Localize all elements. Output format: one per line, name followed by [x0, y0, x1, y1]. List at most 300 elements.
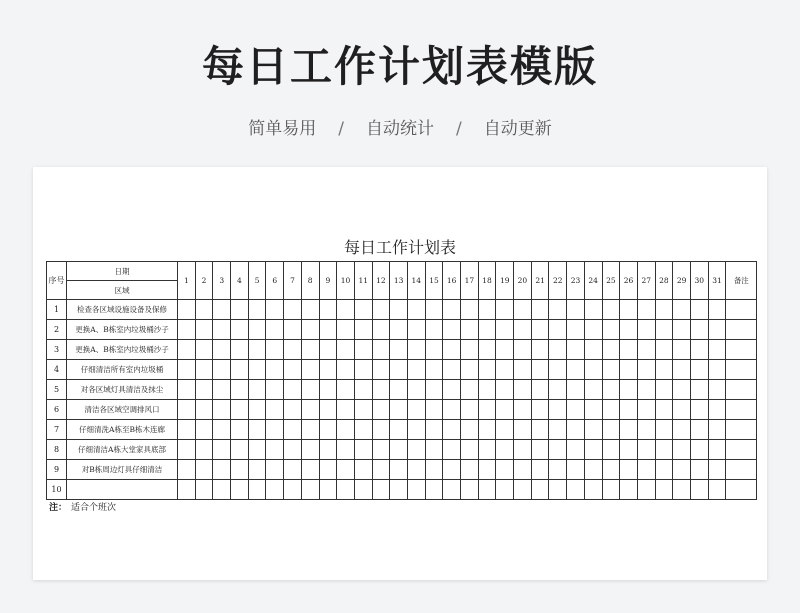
day-cell[interactable]	[602, 400, 620, 420]
day-cell[interactable]	[461, 420, 479, 440]
day-cell[interactable]	[195, 380, 213, 400]
day-cell[interactable]	[372, 340, 390, 360]
day-cell[interactable]	[390, 420, 408, 440]
day-cell[interactable]	[708, 420, 726, 440]
remark-cell[interactable]	[726, 400, 757, 420]
day-cell[interactable]	[443, 360, 461, 380]
day-cell[interactable]	[425, 420, 443, 440]
task-cell[interactable]: 仔细清洁所有室内垃圾桶	[67, 360, 178, 380]
day-cell[interactable]	[425, 400, 443, 420]
day-cell[interactable]	[195, 440, 213, 460]
day-cell[interactable]	[514, 360, 532, 380]
task-cell[interactable]: 检查各区域设施设备及保修	[67, 300, 178, 320]
day-cell[interactable]	[337, 320, 355, 340]
day-cell[interactable]	[567, 300, 585, 320]
day-cell[interactable]	[514, 380, 532, 400]
seq-header[interactable]: 序号	[47, 262, 67, 300]
day-cell[interactable]	[531, 480, 549, 500]
day-cell[interactable]	[478, 380, 496, 400]
day-cell[interactable]	[567, 380, 585, 400]
day-cell[interactable]	[266, 440, 284, 460]
row-number[interactable]: 1	[47, 300, 67, 320]
day-cell[interactable]	[673, 300, 691, 320]
day-cell[interactable]	[690, 400, 708, 420]
date-header[interactable]: 日期	[67, 262, 178, 281]
remark-cell[interactable]	[726, 480, 757, 500]
day-header[interactable]: 9	[319, 262, 337, 300]
day-cell[interactable]	[372, 420, 390, 440]
day-cell[interactable]	[602, 300, 620, 320]
day-cell[interactable]	[425, 480, 443, 500]
day-cell[interactable]	[301, 320, 319, 340]
day-cell[interactable]	[301, 300, 319, 320]
day-cell[interactable]	[319, 320, 337, 340]
day-cell[interactable]	[567, 320, 585, 340]
task-cell[interactable]: 清洁各区域空调排风口	[67, 400, 178, 420]
day-cell[interactable]	[584, 480, 602, 500]
day-cell[interactable]	[567, 360, 585, 380]
day-cell[interactable]	[549, 400, 567, 420]
day-cell[interactable]	[284, 320, 302, 340]
day-cell[interactable]	[690, 420, 708, 440]
day-cell[interactable]	[425, 300, 443, 320]
day-cell[interactable]	[407, 300, 425, 320]
day-cell[interactable]	[443, 320, 461, 340]
day-cell[interactable]	[514, 480, 532, 500]
day-cell[interactable]	[673, 480, 691, 500]
day-cell[interactable]	[443, 480, 461, 500]
day-cell[interactable]	[637, 360, 655, 380]
day-cell[interactable]	[231, 360, 249, 380]
day-cell[interactable]	[213, 360, 231, 380]
day-cell[interactable]	[301, 480, 319, 500]
day-cell[interactable]	[655, 300, 673, 320]
day-cell[interactable]	[584, 460, 602, 480]
day-cell[interactable]	[637, 340, 655, 360]
day-cell[interactable]	[390, 380, 408, 400]
day-cell[interactable]	[248, 480, 266, 500]
day-cell[interactable]	[195, 360, 213, 380]
day-cell[interactable]	[549, 360, 567, 380]
day-cell[interactable]	[637, 400, 655, 420]
day-cell[interactable]	[496, 380, 514, 400]
day-cell[interactable]	[319, 340, 337, 360]
day-cell[interactable]	[178, 300, 196, 320]
day-cell[interactable]	[602, 460, 620, 480]
day-cell[interactable]	[284, 480, 302, 500]
day-header[interactable]: 22	[549, 262, 567, 300]
day-cell[interactable]	[284, 400, 302, 420]
day-cell[interactable]	[655, 460, 673, 480]
remark-cell[interactable]	[726, 300, 757, 320]
day-cell[interactable]	[655, 320, 673, 340]
day-cell[interactable]	[178, 420, 196, 440]
day-cell[interactable]	[478, 340, 496, 360]
row-number[interactable]: 10	[47, 480, 67, 500]
day-cell[interactable]	[637, 480, 655, 500]
row-number[interactable]: 6	[47, 400, 67, 420]
day-header[interactable]: 29	[673, 262, 691, 300]
day-cell[interactable]	[620, 440, 638, 460]
day-cell[interactable]	[478, 320, 496, 340]
day-cell[interactable]	[248, 400, 266, 420]
day-cell[interactable]	[443, 420, 461, 440]
day-cell[interactable]	[478, 400, 496, 420]
day-header[interactable]: 1	[178, 262, 196, 300]
day-cell[interactable]	[531, 460, 549, 480]
day-cell[interactable]	[231, 300, 249, 320]
day-cell[interactable]	[266, 340, 284, 360]
remark-header[interactable]: 备注	[726, 262, 757, 300]
day-header[interactable]: 5	[248, 262, 266, 300]
day-cell[interactable]	[407, 420, 425, 440]
day-cell[interactable]	[708, 340, 726, 360]
day-cell[interactable]	[301, 460, 319, 480]
day-cell[interactable]	[337, 460, 355, 480]
day-cell[interactable]	[301, 420, 319, 440]
day-cell[interactable]	[178, 480, 196, 500]
day-cell[interactable]	[284, 440, 302, 460]
day-cell[interactable]	[461, 300, 479, 320]
day-cell[interactable]	[178, 460, 196, 480]
day-cell[interactable]	[531, 340, 549, 360]
day-cell[interactable]	[266, 360, 284, 380]
day-cell[interactable]	[407, 360, 425, 380]
day-cell[interactable]	[514, 420, 532, 440]
day-cell[interactable]	[337, 360, 355, 380]
day-cell[interactable]	[354, 380, 372, 400]
day-cell[interactable]	[461, 360, 479, 380]
day-cell[interactable]	[407, 440, 425, 460]
day-header[interactable]: 31	[708, 262, 726, 300]
day-cell[interactable]	[584, 440, 602, 460]
day-header[interactable]: 17	[461, 262, 479, 300]
day-cell[interactable]	[478, 420, 496, 440]
day-cell[interactable]	[496, 300, 514, 320]
day-cell[interactable]	[213, 340, 231, 360]
day-cell[interactable]	[372, 480, 390, 500]
day-cell[interactable]	[443, 340, 461, 360]
day-cell[interactable]	[354, 400, 372, 420]
day-cell[interactable]	[319, 420, 337, 440]
day-cell[interactable]	[354, 420, 372, 440]
day-cell[interactable]	[655, 380, 673, 400]
day-cell[interactable]	[461, 480, 479, 500]
day-cell[interactable]	[620, 300, 638, 320]
day-cell[interactable]	[673, 460, 691, 480]
day-cell[interactable]	[620, 360, 638, 380]
day-cell[interactable]	[407, 340, 425, 360]
day-cell[interactable]	[407, 480, 425, 500]
day-cell[interactable]	[637, 420, 655, 440]
day-cell[interactable]	[248, 320, 266, 340]
day-cell[interactable]	[372, 460, 390, 480]
remark-cell[interactable]	[726, 360, 757, 380]
day-cell[interactable]	[266, 380, 284, 400]
day-cell[interactable]	[514, 460, 532, 480]
remark-cell[interactable]	[726, 420, 757, 440]
day-cell[interactable]	[354, 460, 372, 480]
row-number[interactable]: 8	[47, 440, 67, 460]
day-cell[interactable]	[195, 420, 213, 440]
day-cell[interactable]	[319, 300, 337, 320]
task-cell[interactable]: 对B栋周边灯具仔细清洁	[67, 460, 178, 480]
day-cell[interactable]	[178, 380, 196, 400]
day-cell[interactable]	[443, 460, 461, 480]
day-cell[interactable]	[584, 320, 602, 340]
day-cell[interactable]	[354, 340, 372, 360]
day-cell[interactable]	[231, 320, 249, 340]
day-cell[interactable]	[390, 400, 408, 420]
day-cell[interactable]	[673, 340, 691, 360]
day-cell[interactable]	[549, 480, 567, 500]
day-header[interactable]: 25	[602, 262, 620, 300]
day-cell[interactable]	[372, 300, 390, 320]
task-cell[interactable]: 仔细清洗A栋至B栋木连廊	[67, 420, 178, 440]
day-cell[interactable]	[266, 480, 284, 500]
day-cell[interactable]	[478, 460, 496, 480]
day-cell[interactable]	[178, 340, 196, 360]
day-cell[interactable]	[178, 400, 196, 420]
day-cell[interactable]	[496, 460, 514, 480]
day-cell[interactable]	[567, 340, 585, 360]
day-cell[interactable]	[301, 360, 319, 380]
day-cell[interactable]	[231, 400, 249, 420]
day-cell[interactable]	[567, 480, 585, 500]
day-cell[interactable]	[531, 320, 549, 340]
row-number[interactable]: 7	[47, 420, 67, 440]
day-cell[interactable]	[337, 480, 355, 500]
day-header[interactable]: 16	[443, 262, 461, 300]
day-cell[interactable]	[602, 420, 620, 440]
day-cell[interactable]	[655, 340, 673, 360]
day-cell[interactable]	[266, 320, 284, 340]
day-cell[interactable]	[319, 440, 337, 460]
day-cell[interactable]	[708, 400, 726, 420]
day-cell[interactable]	[248, 300, 266, 320]
day-cell[interactable]	[407, 400, 425, 420]
day-cell[interactable]	[372, 400, 390, 420]
day-cell[interactable]	[461, 440, 479, 460]
day-cell[interactable]	[708, 300, 726, 320]
day-cell[interactable]	[425, 460, 443, 480]
day-cell[interactable]	[178, 320, 196, 340]
day-cell[interactable]	[425, 380, 443, 400]
day-cell[interactable]	[655, 440, 673, 460]
day-header[interactable]: 30	[690, 262, 708, 300]
day-cell[interactable]	[655, 400, 673, 420]
day-cell[interactable]	[337, 440, 355, 460]
day-cell[interactable]	[443, 300, 461, 320]
day-cell[interactable]	[195, 400, 213, 420]
day-header[interactable]: 26	[620, 262, 638, 300]
day-cell[interactable]	[549, 300, 567, 320]
day-header[interactable]: 3	[213, 262, 231, 300]
day-cell[interactable]	[248, 420, 266, 440]
day-cell[interactable]	[531, 360, 549, 380]
day-cell[interactable]	[284, 380, 302, 400]
day-cell[interactable]	[425, 340, 443, 360]
day-cell[interactable]	[231, 460, 249, 480]
day-header[interactable]: 4	[231, 262, 249, 300]
day-cell[interactable]	[478, 360, 496, 380]
day-cell[interactable]	[655, 480, 673, 500]
day-cell[interactable]	[372, 360, 390, 380]
day-cell[interactable]	[337, 420, 355, 440]
day-cell[interactable]	[567, 460, 585, 480]
day-header[interactable]: 6	[266, 262, 284, 300]
day-cell[interactable]	[461, 340, 479, 360]
day-cell[interactable]	[213, 400, 231, 420]
day-cell[interactable]	[478, 440, 496, 460]
day-header[interactable]: 14	[407, 262, 425, 300]
day-cell[interactable]	[690, 340, 708, 360]
day-cell[interactable]	[673, 400, 691, 420]
day-cell[interactable]	[655, 360, 673, 380]
day-cell[interactable]	[266, 300, 284, 320]
day-cell[interactable]	[390, 460, 408, 480]
day-cell[interactable]	[584, 300, 602, 320]
day-header[interactable]: 18	[478, 262, 496, 300]
day-cell[interactable]	[354, 440, 372, 460]
day-cell[interactable]	[425, 360, 443, 380]
day-cell[interactable]	[708, 480, 726, 500]
day-cell[interactable]	[673, 320, 691, 340]
day-cell[interactable]	[620, 460, 638, 480]
day-cell[interactable]	[637, 300, 655, 320]
day-cell[interactable]	[266, 460, 284, 480]
day-cell[interactable]	[549, 460, 567, 480]
day-cell[interactable]	[407, 320, 425, 340]
day-cell[interactable]	[673, 380, 691, 400]
day-header[interactable]: 23	[567, 262, 585, 300]
day-cell[interactable]	[655, 420, 673, 440]
row-number[interactable]: 2	[47, 320, 67, 340]
day-cell[interactable]	[514, 320, 532, 340]
day-cell[interactable]	[284, 300, 302, 320]
day-cell[interactable]	[354, 360, 372, 380]
day-cell[interactable]	[690, 300, 708, 320]
day-cell[interactable]	[178, 440, 196, 460]
day-cell[interactable]	[496, 420, 514, 440]
day-cell[interactable]	[531, 440, 549, 460]
day-header[interactable]: 15	[425, 262, 443, 300]
day-cell[interactable]	[690, 440, 708, 460]
day-cell[interactable]	[496, 440, 514, 460]
day-cell[interactable]	[425, 320, 443, 340]
day-cell[interactable]	[708, 440, 726, 460]
day-cell[interactable]	[390, 340, 408, 360]
day-cell[interactable]	[531, 420, 549, 440]
day-cell[interactable]	[248, 360, 266, 380]
day-cell[interactable]	[620, 400, 638, 420]
day-cell[interactable]	[673, 360, 691, 380]
day-cell[interactable]	[443, 400, 461, 420]
day-cell[interactable]	[195, 320, 213, 340]
day-cell[interactable]	[266, 400, 284, 420]
day-cell[interactable]	[248, 380, 266, 400]
day-cell[interactable]	[354, 480, 372, 500]
day-cell[interactable]	[620, 320, 638, 340]
remark-cell[interactable]	[726, 460, 757, 480]
day-cell[interactable]	[673, 420, 691, 440]
day-cell[interactable]	[584, 360, 602, 380]
day-cell[interactable]	[213, 300, 231, 320]
day-header[interactable]: 28	[655, 262, 673, 300]
day-cell[interactable]	[496, 400, 514, 420]
day-cell[interactable]	[443, 440, 461, 460]
day-cell[interactable]	[301, 440, 319, 460]
day-cell[interactable]	[301, 380, 319, 400]
day-header[interactable]: 19	[496, 262, 514, 300]
day-cell[interactable]	[602, 360, 620, 380]
day-cell[interactable]	[443, 380, 461, 400]
day-cell[interactable]	[390, 440, 408, 460]
day-cell[interactable]	[620, 380, 638, 400]
day-cell[interactable]	[637, 440, 655, 460]
day-cell[interactable]	[673, 440, 691, 460]
day-cell[interactable]	[231, 480, 249, 500]
day-cell[interactable]	[248, 460, 266, 480]
day-cell[interactable]	[496, 320, 514, 340]
day-header[interactable]: 7	[284, 262, 302, 300]
day-cell[interactable]	[620, 420, 638, 440]
day-cell[interactable]	[195, 300, 213, 320]
day-header[interactable]: 8	[301, 262, 319, 300]
day-cell[interactable]	[372, 320, 390, 340]
day-header[interactable]: 24	[584, 262, 602, 300]
day-cell[interactable]	[584, 340, 602, 360]
area-header[interactable]: 区域	[67, 281, 178, 300]
day-cell[interactable]	[690, 320, 708, 340]
day-cell[interactable]	[549, 420, 567, 440]
day-cell[interactable]	[531, 300, 549, 320]
day-cell[interactable]	[496, 360, 514, 380]
day-cell[interactable]	[567, 400, 585, 420]
day-cell[interactable]	[337, 340, 355, 360]
day-cell[interactable]	[390, 480, 408, 500]
day-cell[interactable]	[284, 460, 302, 480]
day-cell[interactable]	[549, 320, 567, 340]
row-number[interactable]: 4	[47, 360, 67, 380]
day-cell[interactable]	[213, 440, 231, 460]
day-cell[interactable]	[708, 460, 726, 480]
day-cell[interactable]	[195, 460, 213, 480]
day-cell[interactable]	[690, 380, 708, 400]
day-cell[interactable]	[461, 380, 479, 400]
task-cell[interactable]	[67, 480, 178, 500]
day-cell[interactable]	[407, 460, 425, 480]
day-cell[interactable]	[195, 340, 213, 360]
row-number[interactable]: 3	[47, 340, 67, 360]
day-cell[interactable]	[514, 340, 532, 360]
day-cell[interactable]	[602, 480, 620, 500]
day-cell[interactable]	[354, 300, 372, 320]
day-cell[interactable]	[319, 380, 337, 400]
day-cell[interactable]	[337, 380, 355, 400]
day-header[interactable]: 13	[390, 262, 408, 300]
day-header[interactable]: 21	[531, 262, 549, 300]
day-cell[interactable]	[461, 320, 479, 340]
day-cell[interactable]	[514, 300, 532, 320]
day-cell[interactable]	[407, 380, 425, 400]
day-cell[interactable]	[337, 300, 355, 320]
day-cell[interactable]	[690, 460, 708, 480]
day-cell[interactable]	[284, 360, 302, 380]
day-cell[interactable]	[461, 400, 479, 420]
task-cell[interactable]: 对各区域灯具清洁及抹尘	[67, 380, 178, 400]
day-cell[interactable]	[372, 440, 390, 460]
